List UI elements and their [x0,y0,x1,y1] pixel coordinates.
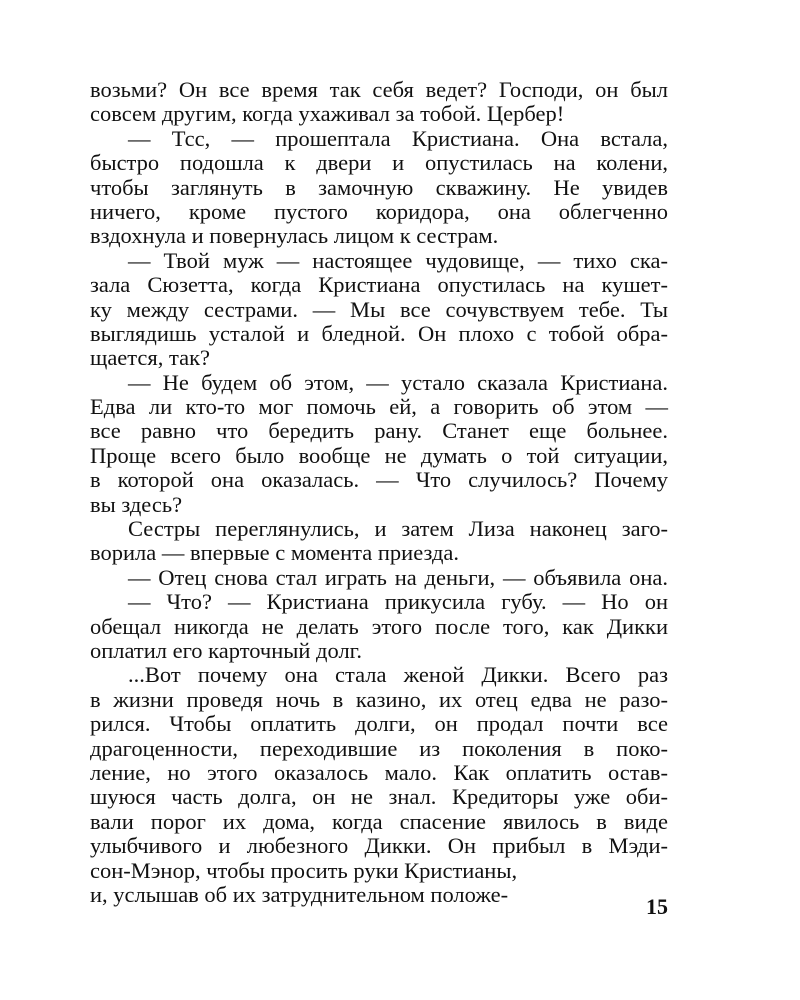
body-text [90,78,668,907]
text-line: и, услышав об их затруднительном положе- [90,881,509,907]
text-line: оплатил его карточный долг. [90,637,362,663]
text-line: выглядишь усталой и бледной. Он плохо с тобой обра- [90,320,668,346]
text-line: ничего, кроме пустого коридора, она облегченно [90,198,668,224]
text-line: ворила — впервые с момента приезда. [90,540,460,566]
text-line: ку между сестрами. — Мы все сочувствуем тебе. Ты [90,296,668,322]
text-line: сон-Мэнор, чтобы просить руки Кристианы, [90,857,518,883]
text-line: — Не будем об этом, — устало сказала Кристиана. [128,369,668,395]
text-line: все равно что бередить рану. Станет еще больнее. [90,418,668,444]
page-number: 15 [646,894,668,919]
text-line: возьми? Он все время так себя ведет? Господи, он был [90,77,668,102]
text-line: Едва ли кто-то мог помочь ей, а говорить об этом — [90,394,668,420]
text-line: ление, но этого оказалось мало. Как оплатить остав- [90,759,668,785]
text-line: — Отец снова стал играть на деньги, — объявила она. [128,564,668,590]
text-line: в которой она оказалась. — Что случилось? Почему [90,467,668,493]
text-line: вали порог их дома, когда спасение явилось в виде [90,808,668,834]
text-line: ...Вот почему она стала женой Дикки. Всего раз [128,662,668,688]
text-line: — Что? — Кристиана прикусила губу. — Но он [128,589,668,615]
text-line: Сестры переглянулись, и затем Лиза наконец заго- [128,516,668,542]
text-line: драгоценности, переходившие из поколения в поко- [90,735,668,761]
text-line: зала Сюзетта, когда Кристиана опустилась на кушет- [90,272,668,298]
text-line: вздохнула и повернулась лицом к сестрам. [90,223,499,249]
text-line: — Тсс, — прошептала Кристиана. Она встала, [128,125,668,151]
text-line: — Твой муж — настоящее чудовище, — тихо ска- [128,247,668,273]
text-line: чтобы заглянуть в замочную скважину. Не увидев [90,174,668,200]
text-line: вы здесь? [90,491,183,517]
text-line: щается, так? [90,345,211,371]
text-line: рился. Чтобы оплатить долги, он продал почти все [90,711,668,737]
text-line: обещал никогда не делать этого после того, как Дикки [90,613,668,639]
text-line: Проще всего было вообще не думать о той ситуации, [90,442,668,468]
text-line: в жизни проведя ночь в казино, их отец едва не разо- [90,686,668,712]
text-line: улыбчивого и любезного Дикки. Он прибыл в Мэди- [90,833,668,859]
text-line: быстро подошла к двери и опустилась на колени, [90,150,668,176]
text-line: шуюся часть долга, он не знал. Кредиторы уже оби- [90,784,668,810]
text-line: совсем другим, когда ухаживал за тобой. Цербер! [90,101,565,127]
